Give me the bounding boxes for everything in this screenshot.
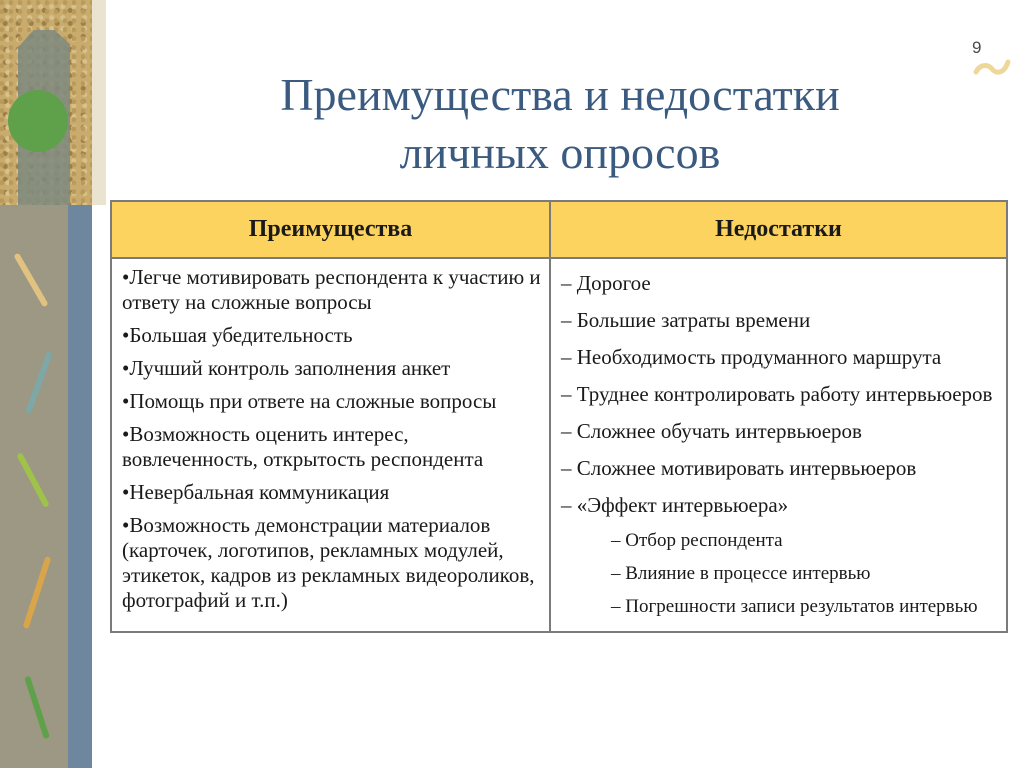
list-item: •Большая убедительность — [122, 323, 353, 347]
table-header-row — [111, 201, 1007, 258]
comparison-table — [110, 200, 1008, 633]
list-item: – «Эффект интервьюера» — [561, 493, 789, 517]
sub-list-item: – Отбор респондента — [611, 530, 783, 551]
list-item: – Труднее контролировать работу интервьюеров — [561, 382, 993, 406]
list-item: •Легче мотивировать респондента к участию и ответу на сложные вопросы — [122, 265, 541, 314]
title-line: Преимущества и недостатки — [280, 69, 840, 120]
decorative-bar — [92, 0, 106, 205]
sub-list-item: – Погрешности записи результатов интервью — [611, 596, 978, 617]
list-item: – Сложнее мотивировать интервьюеров — [561, 456, 917, 480]
slide-title — [120, 66, 1000, 182]
list-item: •Возможность демонстрации материалов (карточек, логотипов, рекламных модулей, этикеток, кадров из рекламных видеороликов, фотографий и т.п.) — [122, 513, 535, 612]
list-item: – Большие затраты времени — [561, 308, 811, 332]
table-row — [111, 258, 1007, 632]
list-item: •Лучший контроль заполнения анкет — [122, 356, 451, 380]
list-item: – Дорогое — [561, 271, 651, 295]
decorative-blue-strip — [68, 205, 92, 768]
header-disadvantages: Недостатки — [550, 201, 1007, 258]
list-item: – Необходимость продуманного маршрута — [561, 345, 942, 369]
list-item: – Сложнее обучать интервьюеров — [561, 419, 862, 443]
sub-list-item: – Влияние в процессе интервью — [611, 563, 871, 584]
disadvantages-cell — [550, 258, 1007, 632]
title-line: личных опросов — [399, 127, 721, 178]
advantages-cell — [111, 258, 550, 632]
decorative-circle — [8, 90, 68, 152]
list-item: •Невербальная коммуникация — [122, 480, 390, 504]
list-item: •Возможность оценить интерес, вовлеченность, открытость респондента — [122, 422, 484, 471]
header-advantages: Преимущества — [111, 201, 550, 258]
page-number: 9 — [972, 38, 982, 57]
list-item: •Помощь при ответе на сложные вопросы — [122, 389, 497, 413]
